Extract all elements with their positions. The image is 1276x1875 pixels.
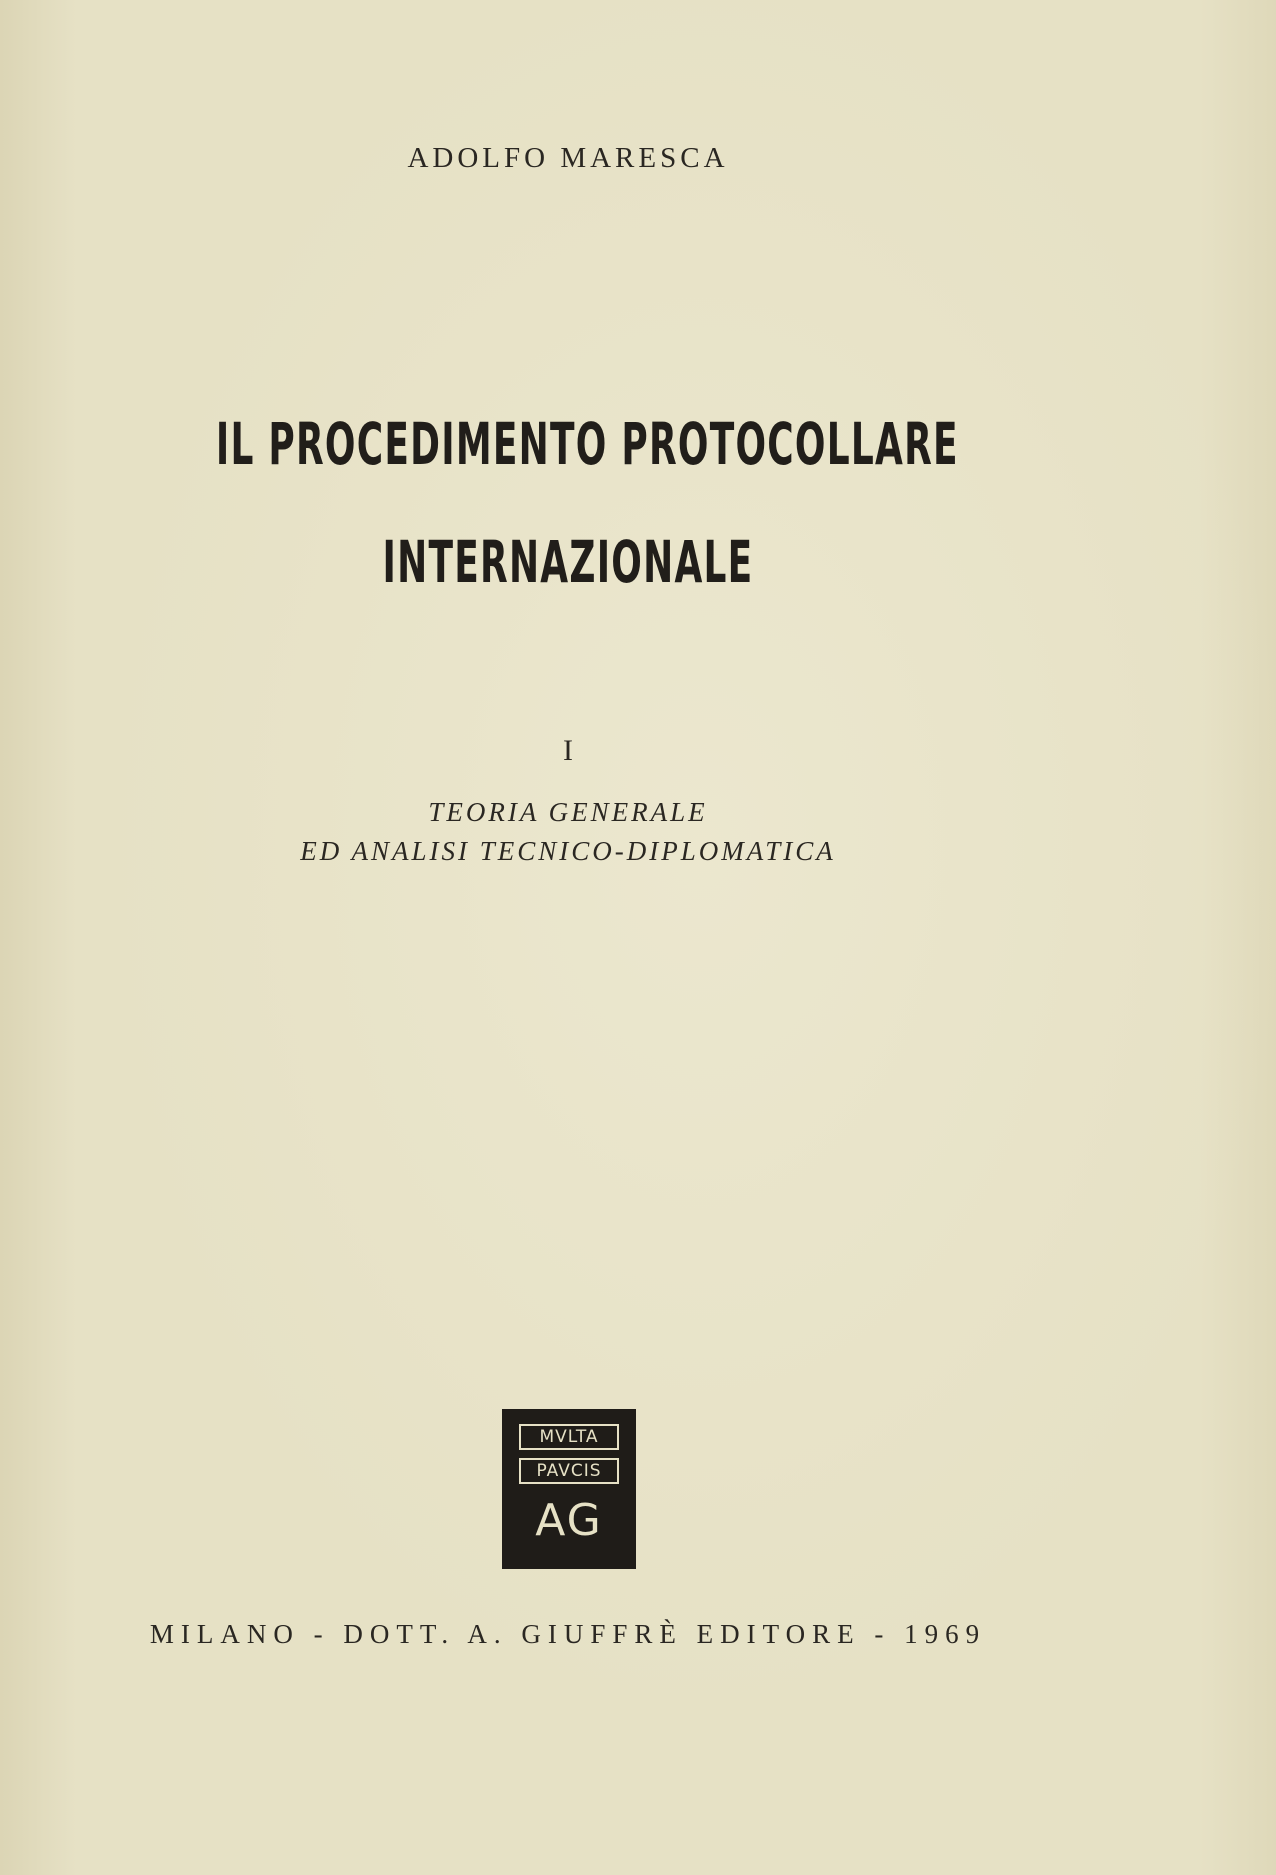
subtitle-line-2: ED ANALISI TECNICO-DIPLOMATICA: [300, 836, 836, 866]
volume-number: I: [563, 734, 573, 767]
logo-motto-line-1: MVLTA: [519, 1424, 619, 1450]
subtitle-line-1: TEORIA GENERALE: [428, 797, 708, 827]
logo-motto-line-2: PAVCIS: [519, 1458, 619, 1484]
publisher-logo: [502, 1409, 636, 1569]
book-title-line-1: IL PROCEDIMENTO PROTOCOLLARE: [215, 410, 959, 478]
logo-monogram: AG: [535, 1495, 603, 1546]
book-title-line-2: INTERNAZIONALE: [382, 528, 754, 596]
publisher-imprint: MILANO - DOTT. A. GIUFFRÈ EDITORE - 1969: [149, 1619, 987, 1649]
author-name: ADOLFO MARESCA: [407, 142, 729, 174]
